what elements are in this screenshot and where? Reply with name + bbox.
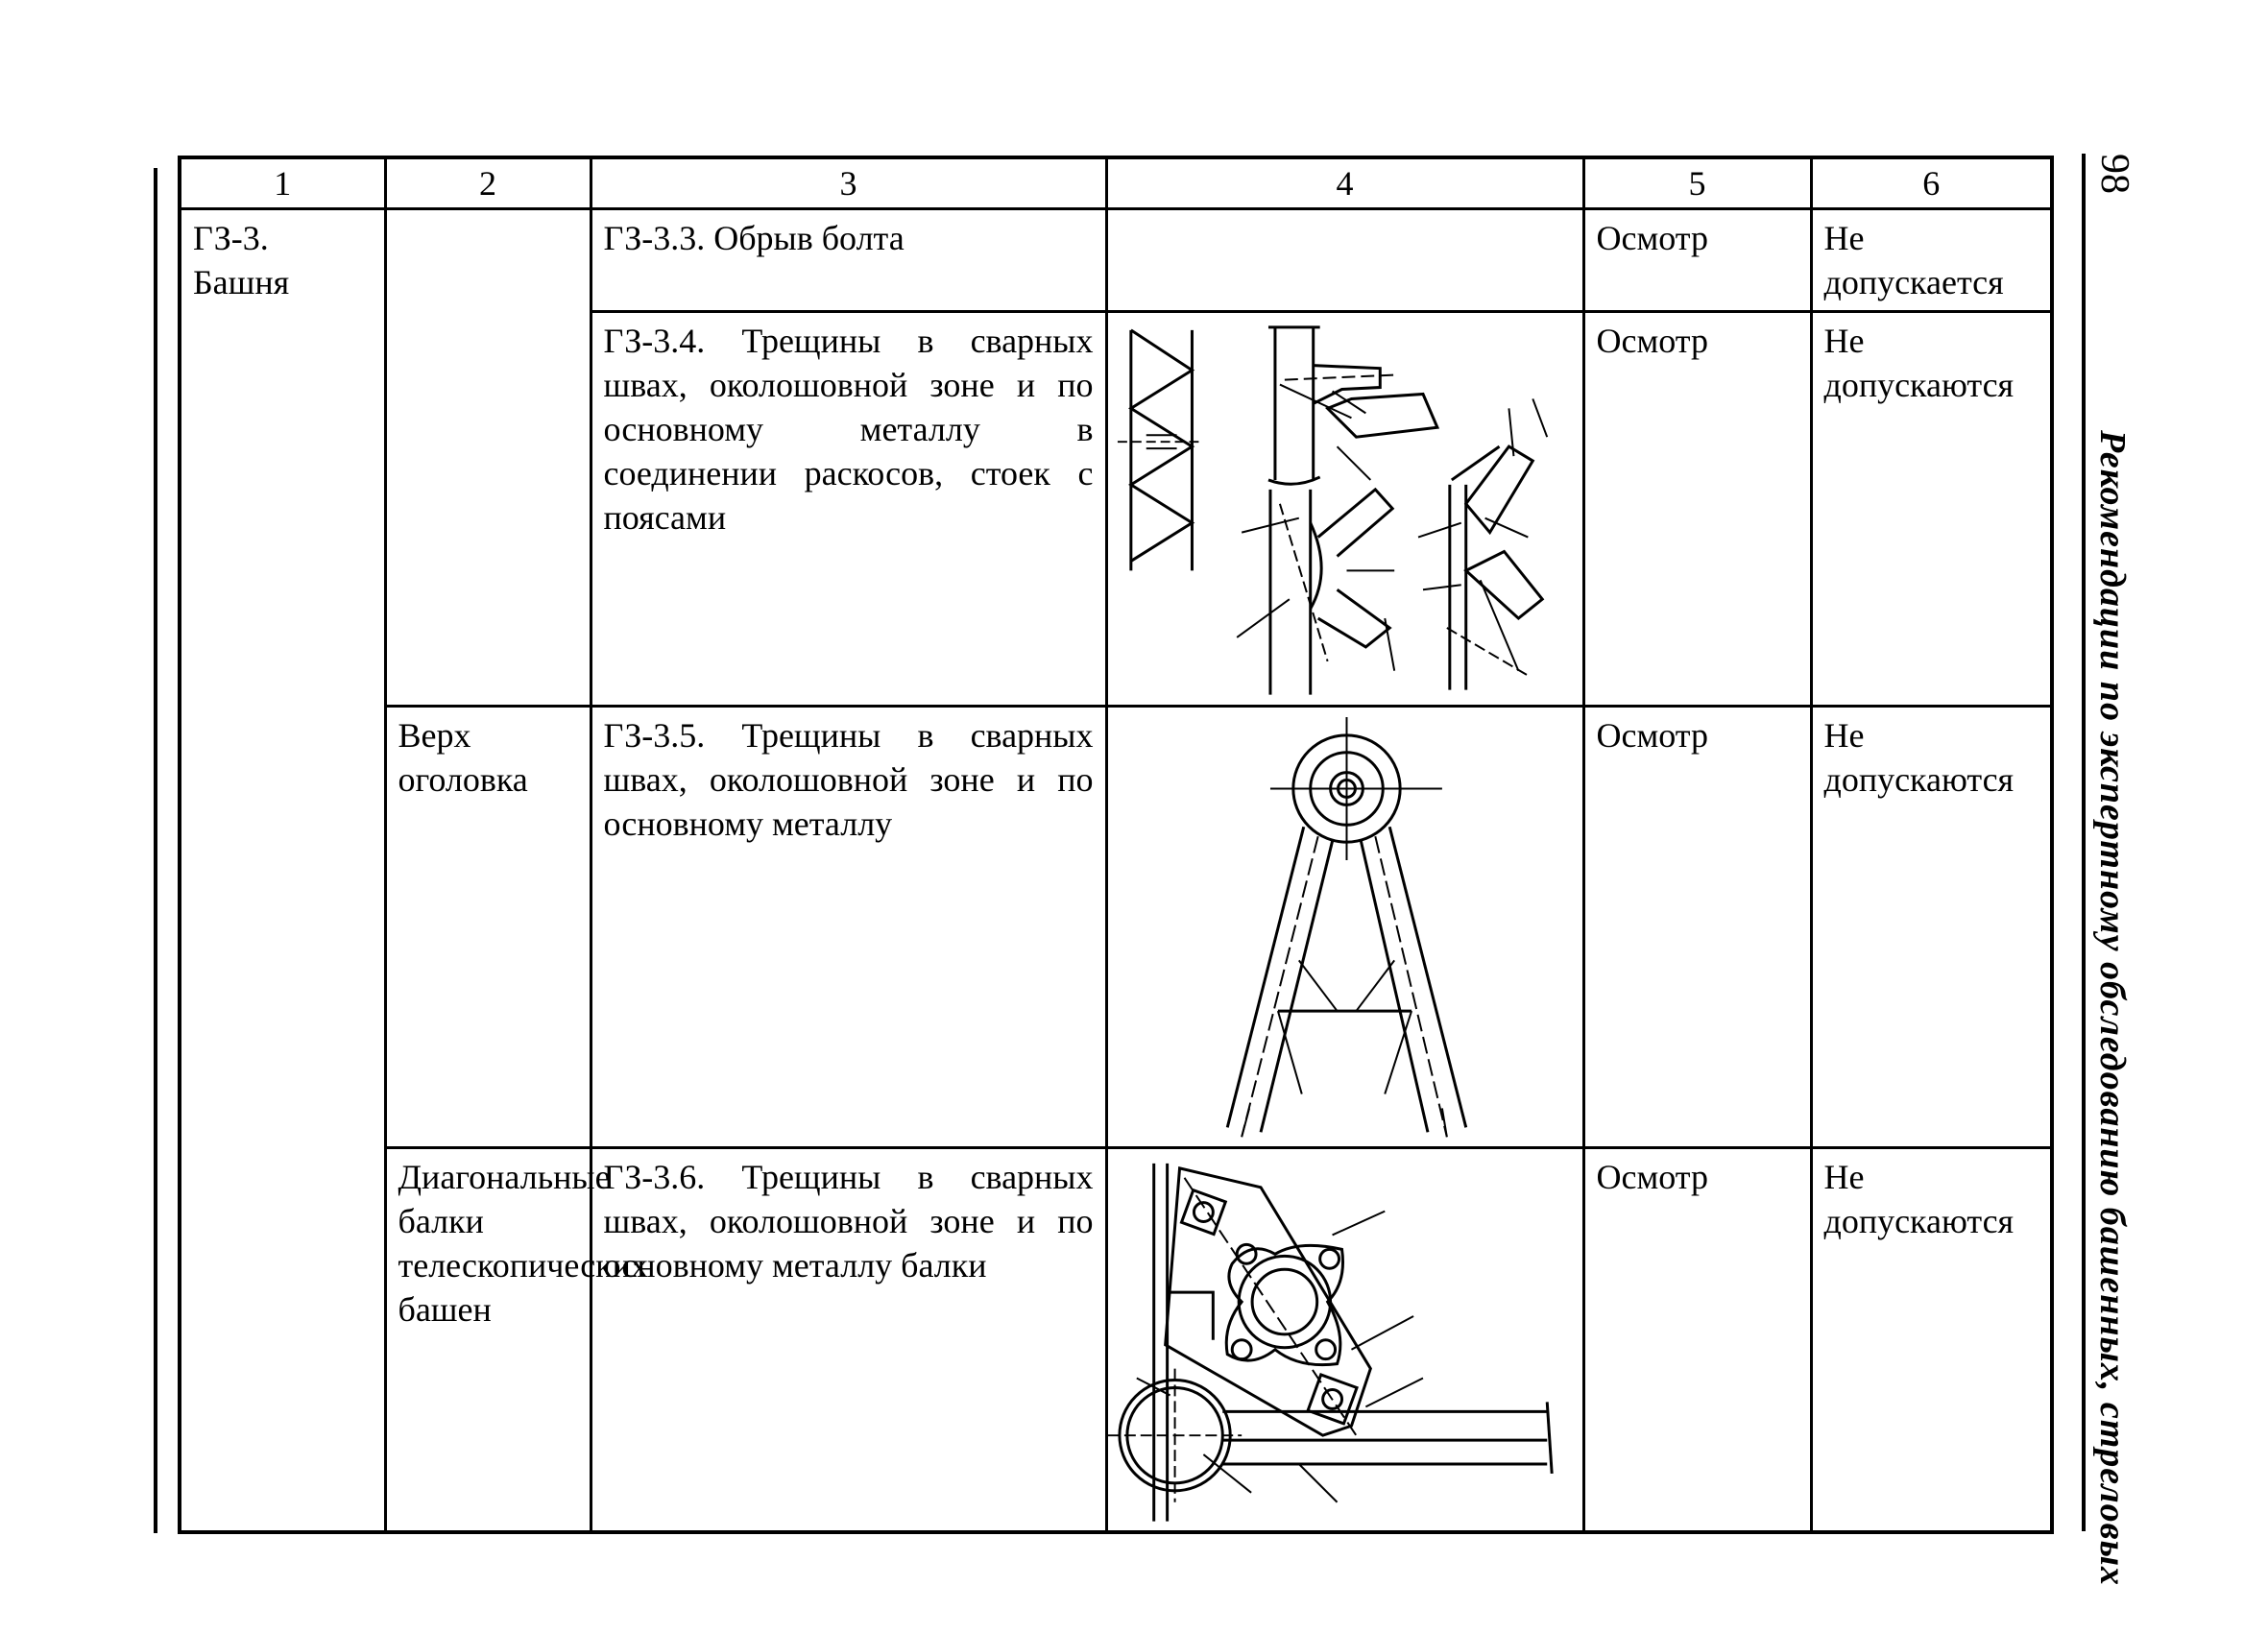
method-cell: Осмотр — [1583, 706, 1811, 1147]
defect-cell: ГЗ-3.6. Трещины в сварных швах, околошовной зоне и по основному металлу балки — [591, 1147, 1106, 1532]
table-row — [180, 1147, 2052, 1532]
table-row — [180, 209, 2052, 312]
figure-cell — [1106, 312, 1583, 707]
table-header-row — [180, 157, 2052, 209]
norm-cell: Не допускаются — [1811, 1147, 2052, 1532]
method-cell: Осмотр — [1583, 1147, 1811, 1532]
column-header: 6 — [1811, 157, 2052, 209]
defect-cell: ГЗ-3.3. Обрыв болта — [591, 209, 1106, 312]
column-header: 1 — [180, 157, 385, 209]
figure-cell — [1106, 706, 1583, 1147]
method-cell: Осмотр — [1583, 209, 1811, 312]
page-number: 98 — [2092, 154, 2136, 194]
subelement-cell: Диагональные балки телескопических башен — [385, 1147, 591, 1532]
defect-cell: ГЗ-3.4. Трещины в сварных швах, околошовной зоне и по основному металлу в соединении раскосов, стоек с поясами — [591, 312, 1106, 707]
defects-table — [178, 156, 2054, 1534]
norm-cell: Не допускаются — [1811, 312, 2052, 707]
table-row — [180, 706, 2052, 1147]
left-margin-rule — [154, 168, 157, 1533]
running-title: Рекомендации по экспертному обследованию башенных, стреловых — [2092, 430, 2133, 1587]
figure-cell-empty — [1106, 209, 1583, 312]
subelement-cell: Верх оголовка — [385, 706, 591, 1147]
norm-cell: Не допускается — [1811, 209, 2052, 312]
subelement-cell — [385, 209, 591, 707]
tower-head-cracks-drawing — [1108, 708, 1582, 1146]
column-header: 5 — [1583, 157, 1811, 209]
column-header: 2 — [385, 157, 591, 209]
truss-joint-cracks-drawing — [1108, 313, 1582, 705]
column-header: 4 — [1106, 157, 1583, 209]
column-header: 3 — [591, 157, 1106, 209]
defect-cell: ГЗ-3.5. Трещины в сварных швах, околошовной зоне и по основному металлу — [591, 706, 1106, 1147]
right-margin-rule — [2082, 154, 2086, 1531]
method-cell: Осмотр — [1583, 312, 1811, 707]
norm-cell: Не допускаются — [1811, 706, 2052, 1147]
diagonal-beam-cracks-drawing — [1108, 1149, 1582, 1531]
element-cell: ГЗ-3. Башня — [180, 209, 385, 1533]
figure-cell — [1106, 1147, 1583, 1532]
